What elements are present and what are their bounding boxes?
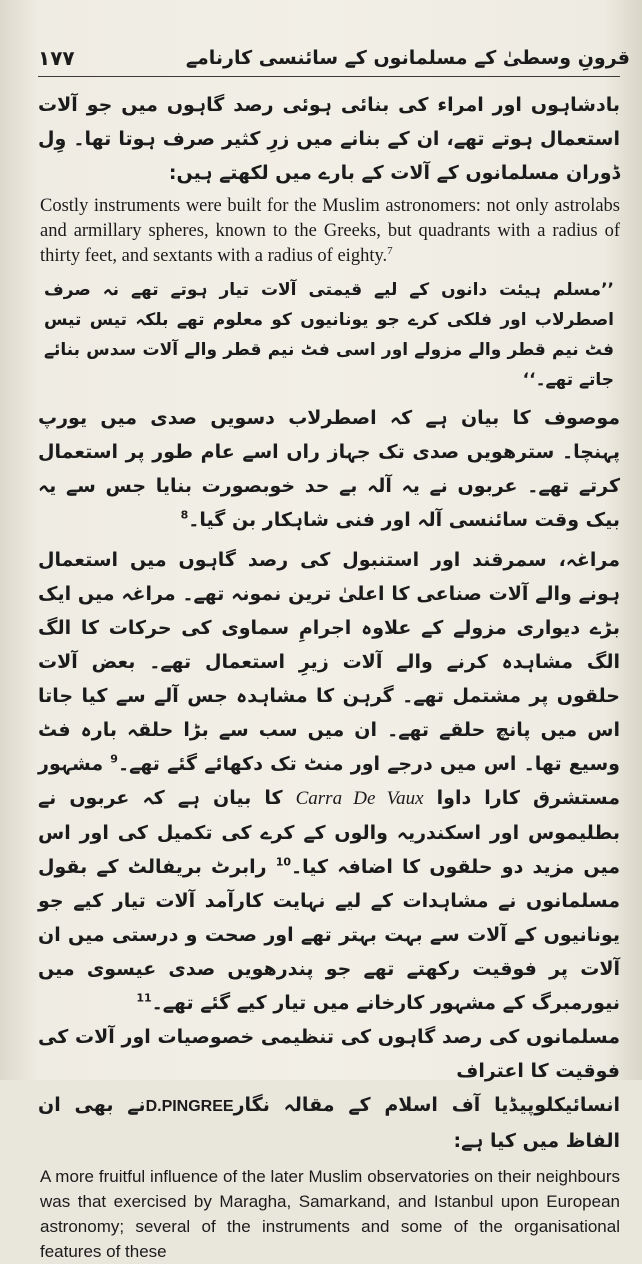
paragraph-observatories [38,543,620,1020]
paragraph-observatories-text-b: مشہور مستشرق کارا داوا [38,753,620,809]
paragraph-observatories-text-a: مراغہ، سمرقند اور استنبول کی رصد گاہوں میں استعمال ہونے والے آلات صناعی کا اعلیٰ ترین نمونہ تھے۔ مراغہ میں ایک بڑے دیواری مزولے کے علاوہ اجرامِ سماوی کی حرکات کا الگ الگ مشاہدہ کرنے والے آلات زیرِ استعمال تھے۔ بعض آلات حلقوں پر مشتمل تھے۔ گرہن کا مشاہدہ جس آلے سے کیا جاتا اس میں پانچ حلقے تھے۔ ان میں سب سے بڑا حلقہ بارہ فٹ وسیع تھا۔ اس میں درجے اور منٹ تک دکھائے گئے تھے۔ [38,549,620,775]
paragraph-acknowledgement: مسلمانوں کی رصد گاہوں کی تنظیمی خصوصیات اور آلات کی فوقیت کا اعتراف [38,1026,620,1082]
paragraph-intro: بادشاہوں اور امراء کی بنائی ہوئی رصد گاہوں میں جو آلات استعمال ہوتے تھے، ان کے بنانے میں زرِ کثیر صرف ہوتا تھا۔ وِل ڈوران مسلمانوں کے آلات کے بارے میں لکھتے ہیں: [38,94,620,184]
paragraph-observatories-text-c: کا بیان ہے کہ عربوں نے بطلیموس اور اسکندریہ والوں کے کرے کی تکمیل کی اور اس میں مزید دو حلقوں کا اضافہ کیا۔ [38,787,620,878]
running-title: قرونِ وسطیٰ کے مسلمانوں کے سائنسی کارنامے [185,47,630,69]
quote-durant-english-text: Costly instruments were built for the Muslim astronomers: not only astrolabs and armillary spheres, known to the Greeks, but quadrants with a radius of thirty feet, and sextants with a radius of eighty. [40,196,620,266]
quote-durant-english [38,194,620,269]
page-header [38,38,630,78]
footnote-ref-10: 10 [275,855,292,869]
page-body [38,88,620,1261]
footnote-ref-7: 7 [387,244,393,257]
quote-durant-urdu: ’’مسلم ہیئت دانوں کے لیے قیمتی آلات تیار ہوتے تھے نہ صرف اصطرلاب اور فلکی کرے جو یونانیوں کو معلوم تھے بلکہ تیس تیس فٹ نیم قطر والے مزولے اور اسی فٹ نیم قطر والے آلات سدس بنائے جاتے تھے۔‘‘ [44,280,614,390]
paragraph-encyclopaedia [38,1088,620,1158]
paragraph-astrolabe-text: موصوف کا بیان ہے کہ اصطرلاب دسویں صدی میں یورپ پہنچا۔ سترھویں صدی تک جہاز راں اسے عام طور پر استعمال کرتے تھے۔ عربوں نے یہ آلہ بے حد خوبصورت بنایا جس سے یہ بیک وقت سائنسی آلہ اور فنی شاہکار بن گیا۔ [38,407,620,531]
paragraph-encyclopaedia-text-a: انسائیکلوپیڈیا آف اسلام کے مقالہ نگار [233,1094,620,1116]
paragraph-encyclopaedia-text-b: نے بھی ان الفاظ میں کیا ہے: [38,1094,620,1152]
footnote-ref-8: 8 [180,508,189,522]
name-pingree: D.PINGREE [145,1098,234,1115]
name-carra-de-vaux: Carra De Vaux [295,788,424,809]
quote-pingree-english: A more fruitful influence of the later Muslim observatories on their neighbours was that exercised by Maragha, Samarkand, and Istanbul upon European astronomy; several of the instruments and some of the organisational features of these [40,1167,620,1261]
footnote-ref-9: 9 [110,752,118,766]
header-divider [38,76,620,77]
paragraph-observatories-text-d: رابرٹ بریفالٹ کے بقول مسلمانوں نے مشاہدات کے لیے نہایت کارآمد آلات تیار کیے جو یونانیوں کے آلات سے بہت بہتر تھے اور صحت و درستی میں ان آلات پر فوقیت رکھتے تھے جو پندرھویں صدی عیسوی میں نیورمبرگ کے مشہور کارخانے میں تیار کیے گئے تھے۔ [38,856,620,1014]
paragraph-astrolabe [38,401,620,537]
footnote-ref-11: 11 [136,991,152,1005]
page-number: ۱۷۷ [38,46,75,70]
